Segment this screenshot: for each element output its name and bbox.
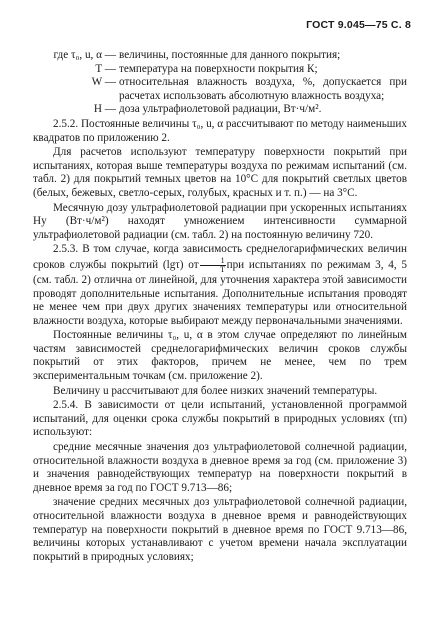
paragraph-average-values: средние месячные значения доз ультрафиолетовой солнечной радиации, относительной влажности воздуха в дневное время за год (см. приложение 3) и значения равнодействующих температур на поверхности покрытий в дневное время за год по ГОСТ 9.713—86; <box>33 441 407 494</box>
definition-text: величины, постоянные для данного покрытия; <box>119 49 341 61</box>
fraction-denominator: T <box>220 264 226 274</box>
clause-2-5-3 <box>33 243 407 328</box>
definition-item <box>33 49 407 63</box>
page-header: ГОСТ 9.045—75 С. 8 <box>306 19 411 31</box>
definition-symbol: H — <box>93 103 116 116</box>
clause-2-5-4: 2.5.4. В зависимости от цели испытаний, установленной программой испытаний, для оценки срока службы покрытий в природных условиях (τп) используют: <box>33 399 407 439</box>
fraction-numerator: 1 <box>200 257 226 266</box>
clause-2-5-3-part-b: при испытаниях по режимам 3, 4, 5 (см. табл. 2) отлична от линейной, для уточнения характера этой зависимости проводят дополнительные испытания. Дополнительные испытания проводят не менее чем при двух других значениях температуры или относительной влажности воздуха, которые выбирают между первоначальными значениями. <box>33 258 407 327</box>
definition-symbol: T — <box>95 62 116 75</box>
clause-2-5-3-part-a: 2.5.3. В том случае, когда зависимость среднелогарифмических величин сроков службы покрытий (lgτ) от <box>33 243 407 271</box>
paragraph-monthly-dose: Месячную дозу ультрафиолетовой радиации при ускоренных испытаниях Hу (Вт·ч/м²) находят умножением интенсивности суммарной ультрафиолетовой радиации (см. табл. 2) на постоянную величину 720. <box>33 201 407 241</box>
clause-2-5-2: 2.5.2. Постоянные величины τ₀, u, α рассчитывают по методу наименьших квадратов по приложению 2. <box>33 117 407 144</box>
definition-symbol: W — <box>91 76 116 89</box>
document-body <box>33 49 407 565</box>
definition-text: доза ультрафиолетовой радиации, Вт·ч/м². <box>119 103 322 116</box>
definition-item <box>33 76 407 103</box>
definition-symbol: где τ₀, u, α — <box>53 49 116 61</box>
definitions-list <box>33 49 407 117</box>
fraction-one-over-t <box>200 257 226 274</box>
paragraph-u-value: Величину u рассчитывают для более низких значений температуры. <box>53 384 378 397</box>
definition-text: относительная влажность воздуха, %, допускается при расчетах использовать абсолютную влажность воздуха; <box>119 76 407 102</box>
paragraph-constants: Постоянные величины τ₀, u, α в этом случае определяют по линейным частям зависимостей среднелогарифмических величин сроков службы покрытий от этих факторов, причем не менее, чем по трем экспериментальным точкам (см. приложение 2). <box>33 329 407 383</box>
definition-item <box>33 103 407 117</box>
definition-text: температура на поверхности покрытия К; <box>119 62 318 75</box>
definition-item <box>33 63 407 77</box>
paragraph-mean-values: значение средних месячных доз ультрафиолетовой солнечной радиации, относительной влажности воздуха в дневное время и равнодействующих температур на поверхности покрытий в дневное время по ГОСТ 9.713—86, величины которых устанавливают с учетом времени начала эксплуатации покрытий в природных условиях; <box>33 496 407 563</box>
paragraph-calculation: Для расчетов используют температуру поверхности покрытий при испытаниях, которая выше температуры воздуха по режимам испытаний (см. табл. 2) для покрытий темных цветов на 10°С для покрытий светлых цветов (белых, бежевых, светло-серых, голубых, красных и т. п.) — на 3°С. <box>33 146 407 199</box>
